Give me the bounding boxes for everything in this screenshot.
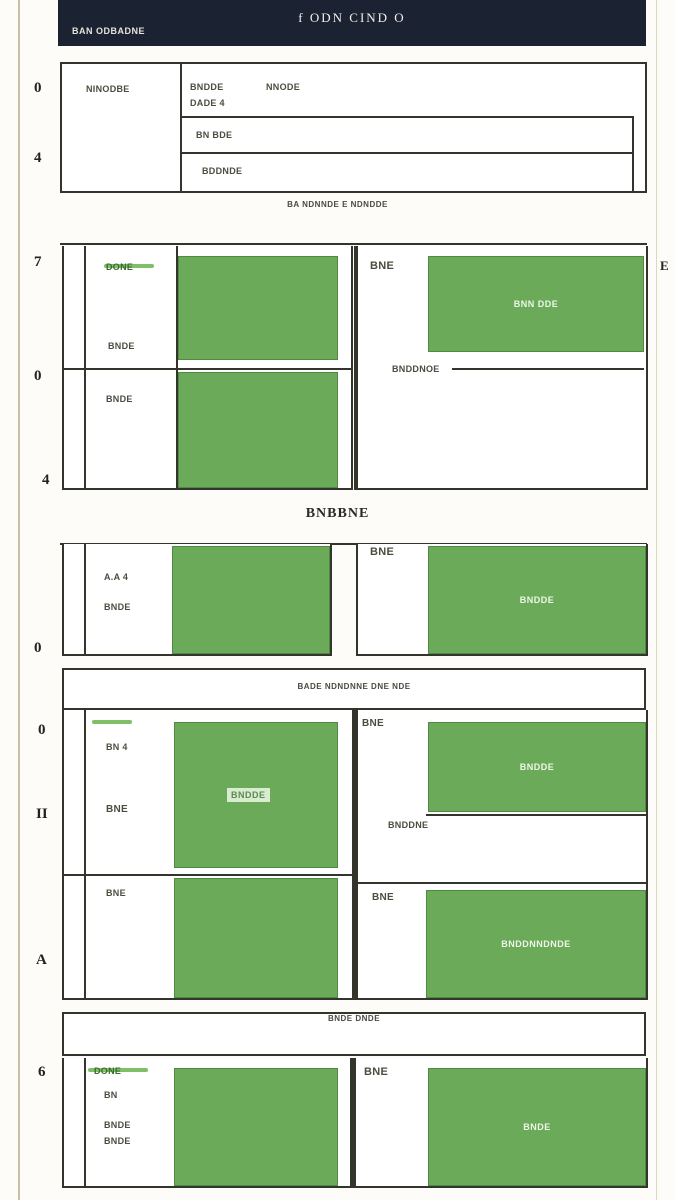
row-label: BNDE xyxy=(104,1120,131,1130)
page-subtitle: BAN ODBADNE xyxy=(72,26,145,36)
row-label: A.A 4 xyxy=(104,572,129,582)
row-label: BNE xyxy=(362,718,385,729)
top-form xyxy=(60,62,647,193)
cell-text: BNDDNNDNDE xyxy=(501,939,571,949)
green-cell[interactable] xyxy=(428,722,646,812)
field-label: BDDNDE xyxy=(202,166,243,176)
green-cell[interactable] xyxy=(174,878,338,998)
side-marker: 4 xyxy=(42,472,50,488)
section-3-left xyxy=(62,710,354,1000)
cell-text: BNDE xyxy=(523,1122,551,1132)
side-marker: E xyxy=(660,258,669,273)
divider xyxy=(60,243,647,245)
field-label: DADE 4 xyxy=(190,98,225,108)
side-marker: 0 xyxy=(34,368,42,384)
section-4-right xyxy=(352,1058,648,1188)
form-field[interactable] xyxy=(182,116,634,154)
side-marker: 0 xyxy=(34,640,42,656)
banner-text: BNDE DNDE xyxy=(327,1014,381,1023)
banner xyxy=(62,1012,646,1056)
side-marker: 0 xyxy=(34,80,42,96)
row-label: BNDDNOE xyxy=(392,364,440,374)
row-label: DONE xyxy=(94,1066,122,1076)
section-1-left xyxy=(62,246,353,490)
green-cell[interactable] xyxy=(428,256,644,352)
row-label: BNE xyxy=(106,888,126,898)
highlight-mark xyxy=(92,720,132,724)
page-header xyxy=(58,0,646,46)
row-label: BNE xyxy=(364,1066,389,1078)
side-marker: 7 xyxy=(34,254,42,270)
green-cell[interactable] xyxy=(428,546,646,654)
cell-text: BNDDE xyxy=(519,595,555,605)
section-2-right xyxy=(356,544,648,656)
row-label: BN 4 xyxy=(106,742,128,752)
form-label: NINODBE xyxy=(86,84,130,94)
side-marker: 0 xyxy=(38,722,46,738)
form-caption: BA NDNNDE E NDNDDE xyxy=(287,200,388,209)
row-label: BNDE xyxy=(106,394,133,404)
section-heading: BNBBNE xyxy=(305,506,370,521)
row-label: BNE xyxy=(372,892,395,903)
row-label: BNDE xyxy=(104,602,131,612)
right-margin-rule xyxy=(656,0,657,1200)
green-cell[interactable] xyxy=(178,256,338,360)
form-field[interactable] xyxy=(182,154,634,191)
green-cell[interactable] xyxy=(178,372,338,488)
page-title: f ODN CIND O xyxy=(298,10,406,25)
section-3-right xyxy=(354,710,648,1000)
row-label: DONE xyxy=(106,262,134,272)
cell-text: BNDDE xyxy=(227,788,270,802)
field-label: NNODE xyxy=(266,82,301,92)
row-label: BNE xyxy=(370,260,395,272)
section-1-right xyxy=(354,246,648,490)
banner xyxy=(62,668,646,710)
side-marker: 6 xyxy=(38,1064,46,1080)
row-label: BNE xyxy=(370,546,395,558)
row-label: BN xyxy=(104,1090,118,1100)
cell-text: BNN DDE xyxy=(513,299,559,309)
field-label: BNDDE xyxy=(190,82,224,92)
row-label: BNDDNE xyxy=(388,820,429,830)
green-cell[interactable] xyxy=(426,890,646,998)
row-label: BNDE xyxy=(104,1136,131,1146)
cell-text: BNDDE xyxy=(519,762,555,772)
green-cell[interactable] xyxy=(428,1068,646,1186)
section-4-left xyxy=(62,1058,352,1188)
banner-text: BADE NDNDNNE DNE NDE xyxy=(297,682,411,691)
side-marker: A xyxy=(36,952,47,968)
green-cell[interactable] xyxy=(172,546,330,654)
side-marker: II xyxy=(36,806,48,822)
green-cell[interactable] xyxy=(174,1068,338,1186)
row-label: BNDE xyxy=(108,341,135,351)
row-label: BNE xyxy=(106,804,129,815)
margin-rule xyxy=(18,0,20,1200)
section-2-left xyxy=(62,544,332,656)
green-cell[interactable] xyxy=(174,722,338,868)
side-marker: 4 xyxy=(34,150,42,166)
field-label: BN BDE xyxy=(196,130,233,140)
